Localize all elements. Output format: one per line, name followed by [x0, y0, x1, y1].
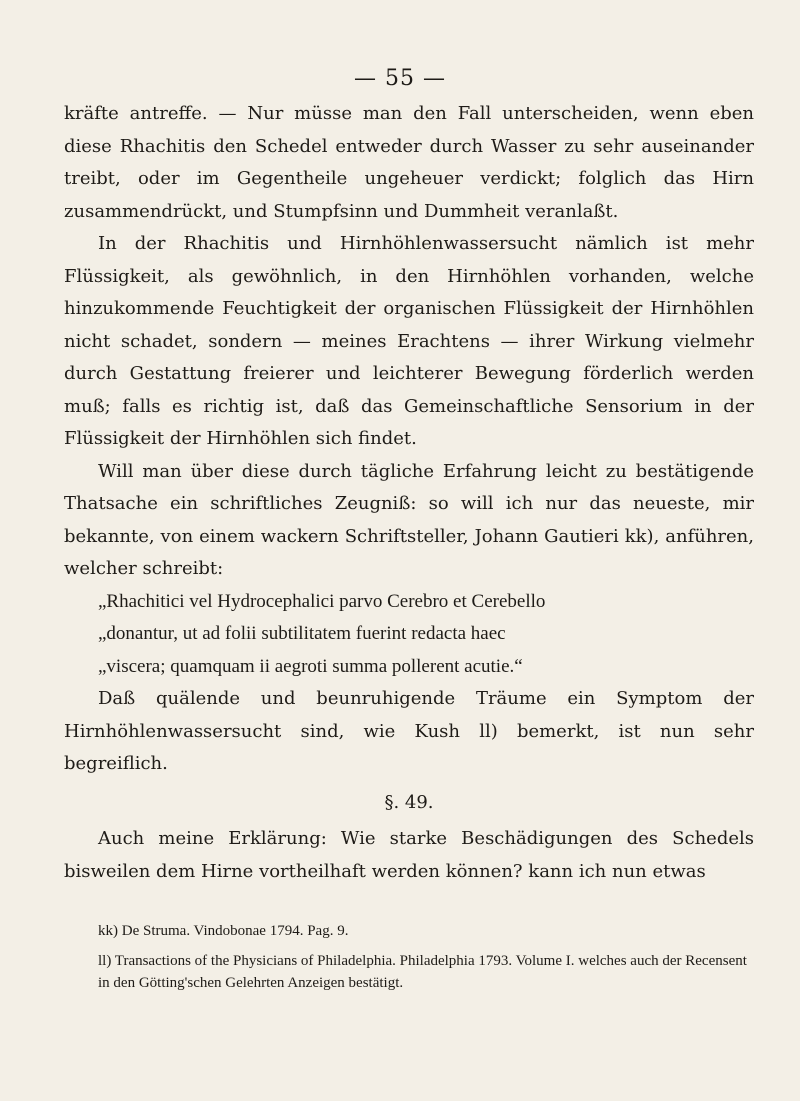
page-number: — 55 —: [354, 66, 446, 91]
latin-quote-line-2: „donantur, ut ad folii subtilitatem fuerint redacta haec: [98, 623, 506, 644]
latin-quote-line-1: „Rhachitici vel Hydrocephalici parvo Cerebro et Cerebello: [98, 590, 546, 612]
paragraph-2: In der Rhachitis und Hirnhöhlenwassersucht nämlich ist mehr Flüssigkeit, als gewöhnlich, in den Hirnhöhlen vorhanden, welche hinzukommende Feuchtigkeit der organischen Flüssigkeit der Hirnhöhlen nicht schadet, sondern — meines Erachtens — ihrer Wirkung vielmehr durch Gestattung freierer und leichterer Bewegung förderlich werden muß; falls es richtig ist, daß das Gemeinschaftliche Sensorium in der Flüssigkeit der Hirnhöhlen sich findet.: [64, 233, 754, 449]
body-text: [64, 98, 754, 888]
paragraph-1: kräfte antreffe. — Nur müsse man den Fall unterscheiden, wenn eben diese Rhachitis den Schedel entweder durch Wasser zu sehr auseinander treibt, oder im Gegentheile ungeheuer verdickt; folglich das Hirn zusammendrückt, und Stumpfsinn und Dummheit veranlaßt.: [64, 103, 754, 222]
paragraph-5: Auch meine Erklärung: Wie starke Beschädigungen des Schedels bisweilen dem Hirne vortheilhaft werden können? kann ich nun etwas: [64, 828, 754, 882]
paragraph-4: Daß quälende und beunruhigende Träume ein Symptom der Hirnhöhlenwassersucht sind, wie Kush ll) bemerkt, ist nun sehr begreiflich.: [64, 688, 754, 774]
latin-quote-line-3: „viscera; quamquam ii aegroti summa pollerent acutie.“: [98, 655, 523, 677]
footnote-kk: kk) De Struma. Vindobonae 1794. Pag. 9.: [98, 923, 349, 939]
section-heading: §. 49.: [384, 791, 434, 813]
footnotes: [64, 920, 754, 994]
footnote-ll: ll) Transactions of the Physicians of Philadelphia. Philadelphia 1793. Volume I. welches auch der Recensent in den Götting'schen Gelehrten Anzeigen bestätigt.: [98, 953, 747, 991]
paragraph-3: Will man über diese durch tägliche Erfahrung leicht zu bestätigende Thatsache ein schriftliches Zeugniß: so will ich nur das neueste, mir bekannte, von einem wackern Schriftsteller, Johann Gautieri kk), anführen, welcher schreibt:: [64, 460, 754, 579]
